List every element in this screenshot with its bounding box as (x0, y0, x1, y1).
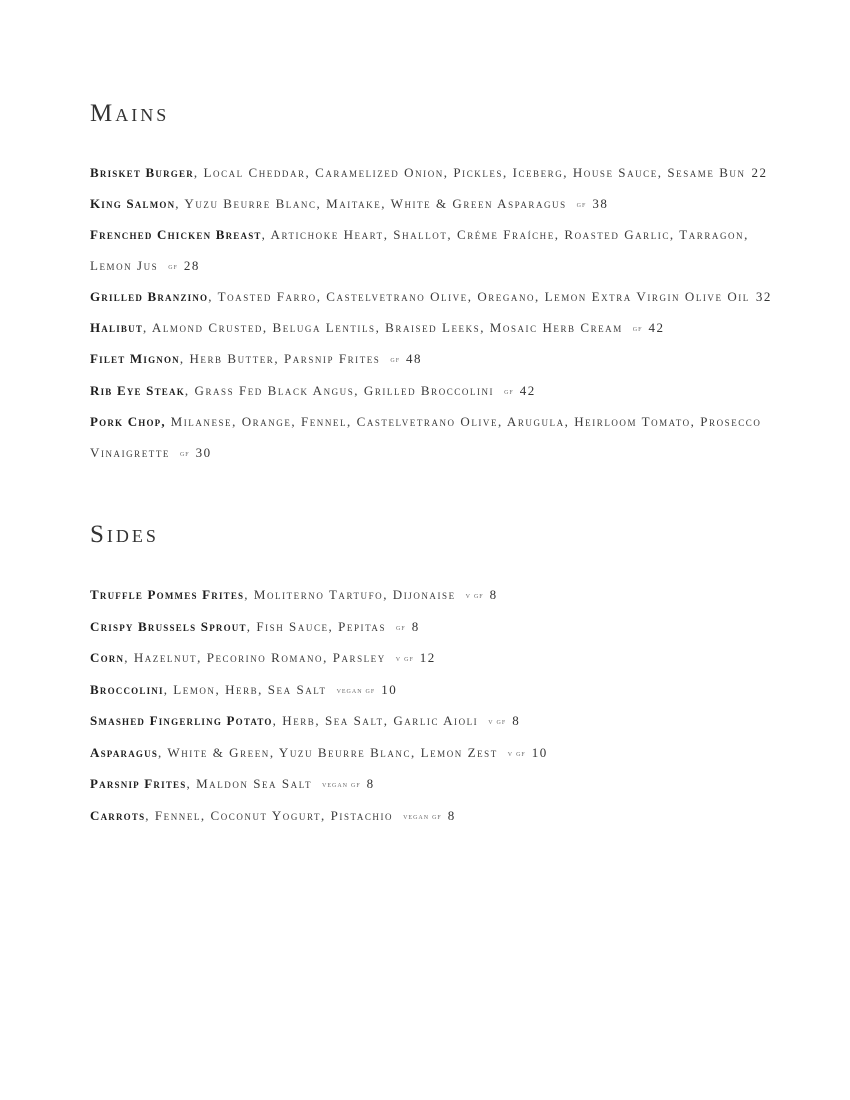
dietary-tag: gf (576, 199, 587, 209)
dish-name: Truffle Pommes Frites (90, 587, 245, 602)
dish-price: 12 (419, 650, 436, 665)
dish-name: Grilled Branzino (90, 289, 209, 304)
menu-item: Brisket Burger, Local Cheddar, Caramelized Onion, Pickles, Iceberg, House Sauce, Sesame Bun 22 (90, 165, 768, 180)
dish-description: Almond Crusted, Beluga Lentils, Braised Leeks, Mosaic Herb Cream (151, 319, 623, 335)
dish-description: Lemon, Herb, Sea Salt (173, 681, 327, 697)
dish-price: 8 (512, 713, 521, 728)
dish-name: Asparagus (90, 744, 159, 760)
dish-description: Milanese, Orange, Fennel, Castelvetrano Olive, Arugula, Heirloom Tomato, Prosecco Vinaigrette (90, 414, 762, 460)
dish-price: 32 (755, 289, 772, 304)
sides-list (90, 580, 790, 832)
menu-item: Smashed Fingerling Potato, Herb, Sea Salt, Garlic Aioli v gf 8 (90, 713, 521, 728)
mains-list (90, 158, 790, 469)
dish-name: Pork Chop, (90, 414, 166, 429)
dish-name: King Salmon (90, 195, 176, 211)
menu-item: Frenched Chicken Breast, Artichoke Heart, Shallot, Créme Fraíche, Roasted Garlic, Tarragon, Lemon Jus gf 28 (90, 227, 749, 273)
dish-description: Hazelnut, Pecorino Romano, Parsley (133, 650, 386, 665)
sides-title: Sides (90, 521, 159, 548)
dish-price: 22 (751, 165, 768, 180)
dietary-tag: vegan gf (403, 811, 442, 821)
menu-item (90, 407, 790, 469)
menu-item: Parsnip Frites, Maldon Sea Salt vegan gf 8 (90, 776, 375, 791)
dish-price: 30 (195, 444, 212, 460)
dish-name: Parsnip Frites (90, 776, 187, 791)
dish-price: 8 (447, 807, 456, 823)
menu-item: Crispy Brussels Sprout, Fish Sauce, Pepitas gf 8 (90, 618, 420, 634)
dietary-tag: vegan gf (322, 780, 361, 789)
dish-description: Herb, Sea Salt, Garlic Aioli (282, 713, 479, 728)
menu-item: King Salmon, Yuzu Beurre Blanc, Maitake, White & Green Asparagus gf 38 (90, 195, 609, 211)
dietary-tag: gf (390, 355, 401, 364)
menu-item: Truffle Pommes Frites, Moliterno Tartufo, Dijonaise v gf 8 (90, 587, 498, 602)
dietary-tag: v gf (507, 748, 526, 758)
dish-name: Rib Eye Steak (90, 382, 185, 398)
dish-name: Frenched Chicken Breast (90, 227, 262, 242)
dish-description: Fish Sauce, Pepitas (256, 618, 387, 634)
dietary-tag: v gf (395, 654, 414, 663)
dish-name: Halibut (90, 319, 144, 335)
dietary-tag: gf (396, 622, 406, 632)
menu-item: Filet Mignon, Herb Butter, Parsnip Frites gf 48 (90, 351, 423, 366)
dish-name: Carrots (90, 807, 146, 823)
dish-description: Moliterno Tartufo, Dijonaise (253, 587, 456, 602)
dish-description: Toasted Farro, Castelvetrano Olive, Oregano, Lemon Extra Virgin Olive Oil (217, 289, 750, 304)
dish-description: Maldon Sea Salt (196, 776, 312, 791)
dietary-tag: v gf (465, 591, 484, 600)
dietary-tag: vegan gf (336, 685, 376, 695)
menu-item: Asparagus, White & Green, Yuzu Beurre Blanc, Lemon Zest v gf 10 (90, 744, 548, 760)
dish-description: White & Green, Yuzu Beurre Blanc, Lemon Zest (167, 744, 498, 760)
menu-item: Broccolini, Lemon, Herb, Sea Salt vegan gf 10 (90, 681, 398, 697)
dish-price: 42 (519, 382, 536, 398)
dish-price: 10 (531, 744, 548, 760)
menu-item: Rib Eye Steak, Grass Fed Black Angus, Grilled Broccolini gf 42 (90, 382, 536, 398)
dietary-tag: gf (504, 386, 514, 396)
dish-description: Herb Butter, Parsnip Frites (189, 351, 381, 366)
dish-name: Filet Mignon (90, 351, 180, 366)
dietary-tag: gf (632, 323, 643, 333)
dish-name: Crispy Brussels Sprout (90, 618, 247, 634)
dish-description: Yuzu Beurre Blanc, Maitake, White & Green Asparagus (184, 195, 567, 211)
menu-item: Halibut, Almond Crusted, Beluga Lentils, Braised Leeks, Mosaic Herb Cream gf 42 (90, 319, 665, 335)
dish-name: Smashed Fingerling Potato (90, 713, 273, 728)
dish-description: Local Cheddar, Caramelized Onion, Pickles, Iceberg, House Sauce, Sesame Bun (203, 165, 746, 180)
dish-price: 42 (648, 319, 665, 335)
menu-item: Corn, Hazelnut, Pecorino Romano, Parsley v gf 12 (90, 650, 436, 665)
dish-price: 8 (489, 587, 498, 602)
mains-title: Mains (90, 100, 170, 127)
menu-item: Carrots, Fennel, Coconut Yogurt, Pistachio vegan gf 8 (90, 807, 456, 823)
dish-description: Fennel, Coconut Yogurt, Pistachio (154, 807, 394, 823)
dish-name: Brisket Burger (90, 165, 194, 180)
mains-section (90, 100, 790, 460)
dish-price: 8 (411, 618, 420, 634)
dish-price: 8 (366, 776, 375, 791)
dish-price: 28 (183, 257, 200, 273)
dish-price: 48 (406, 351, 423, 366)
dish-name: Broccolini (90, 681, 164, 697)
dietary-tag: gf (179, 448, 190, 458)
dish-price: 38 (592, 195, 609, 211)
dish-name: Corn (90, 650, 125, 665)
dish-description: Artichoke Heart, Shallot, Créme Fraíche, Roasted Garlic, Tarragon, Lemon Jus (90, 227, 749, 273)
dish-description: Grass Fed Black Angus, Grilled Broccolini (194, 382, 495, 398)
menu-item: Grilled Branzino, Toasted Farro, Castelvetrano Olive, Oregano, Lemon Extra Virgin Olive Oil 32 (90, 289, 772, 304)
dietary-tag: v gf (488, 717, 507, 726)
sides-section (90, 521, 790, 823)
dietary-tag: gf (168, 261, 178, 271)
dish-price: 10 (381, 681, 398, 697)
